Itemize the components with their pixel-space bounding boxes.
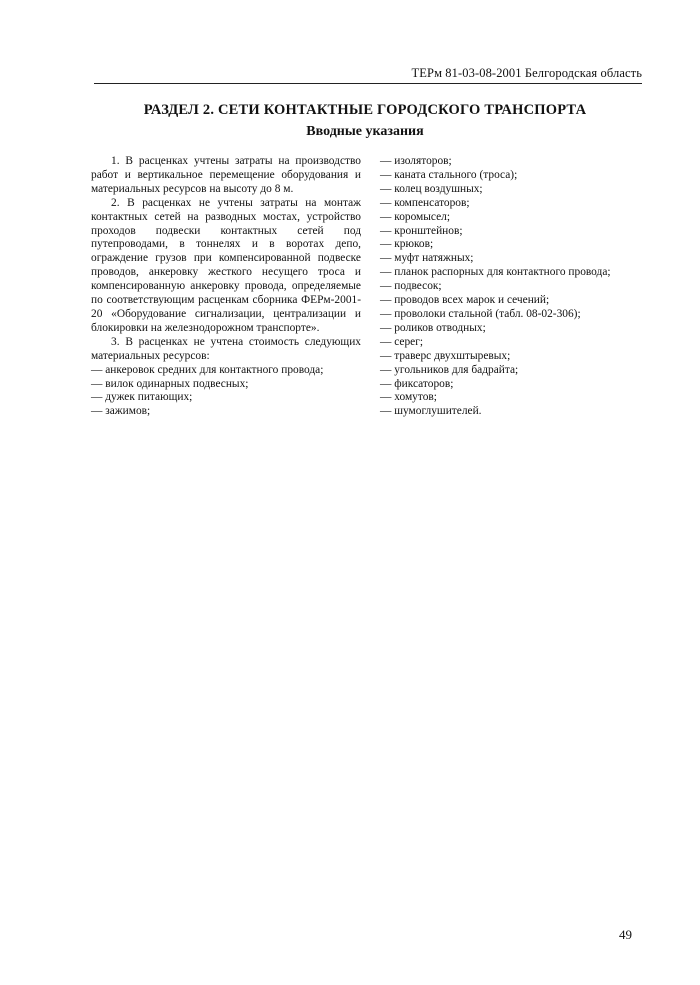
header-rule (94, 83, 642, 84)
page-number: 49 (619, 927, 632, 942)
list-item: — шумоглушителей. (380, 405, 482, 418)
list-item: — компенсаторов; (380, 196, 470, 209)
list-item: — проводов всех марок и сечений; (380, 294, 550, 307)
right-column (380, 155, 640, 419)
list-item: — кронштейнов; (380, 224, 463, 237)
list-item: — дужек питающих; (91, 391, 193, 404)
material-list-right (380, 155, 640, 419)
list-item: — каната стального (троса); (380, 168, 518, 181)
list-item: — планок распорных для контактного провода; (380, 266, 611, 279)
list-item: — вилок одинарных подвесных; (91, 377, 249, 390)
list-item: — фиксаторов; (380, 377, 454, 390)
section-subtitle: Вводные указания (306, 124, 424, 139)
material-list-left (91, 364, 361, 420)
list-item: — роликов отводных; (380, 321, 486, 334)
list-item: — зажимов; (91, 405, 151, 418)
left-column (91, 155, 361, 419)
list-item: — хомутов; (380, 391, 437, 404)
paragraph-3: 3. В расценках не учтена стоимость следующих материальных ресурсов: (91, 335, 361, 362)
list-item: — колец воздушных; (380, 182, 483, 195)
list-item: — подвесок; (380, 280, 442, 293)
list-item: — проволоки стальной (табл. 08-02-306); (380, 307, 581, 320)
list-item: — траверс двухштыревых; (380, 349, 511, 362)
page-header-code: ТЕРм 81-03-08-2001 Белгородская область (411, 66, 642, 80)
list-item: — изоляторов; (380, 155, 452, 167)
list-item: — анкеровок средних для контактного провода; (91, 363, 324, 376)
paragraph-1: 1. В расценках учтены затраты на производство работ и вертикальное перемещение оборудования и материальных ресурсов на высоту до 8 м. (91, 155, 361, 195)
list-item: — серег; (380, 335, 424, 348)
list-item: — коромысел; (380, 210, 451, 223)
paragraph-2: 2. В расценках не учтены затраты на монтаж контактных сетей на разводных мостах, устройство проходов подвески контактных сетей под путепроводами, в тоннелях и в воротах депо, ограждение грузов при компенсированной подвеске проводов, анкеровку жесткого несущего троса и компенсированную анкеровку провода, определяемые по соответствующим расценкам сборника ФЕРм-2001-20 «Оборудование сигнализации, централизации и блокировки на железнодорожном транспорте». (91, 196, 361, 334)
list-item: — муфт натяжных; (380, 252, 474, 265)
list-item: — крюков; (380, 238, 434, 251)
section-title: РАЗДЕЛ 2. СЕТИ КОНТАКТНЫЕ ГОРОДСКОГО ТРАНСПОРТА (143, 102, 587, 118)
list-item: — угольников для бадрайта; (380, 363, 519, 376)
